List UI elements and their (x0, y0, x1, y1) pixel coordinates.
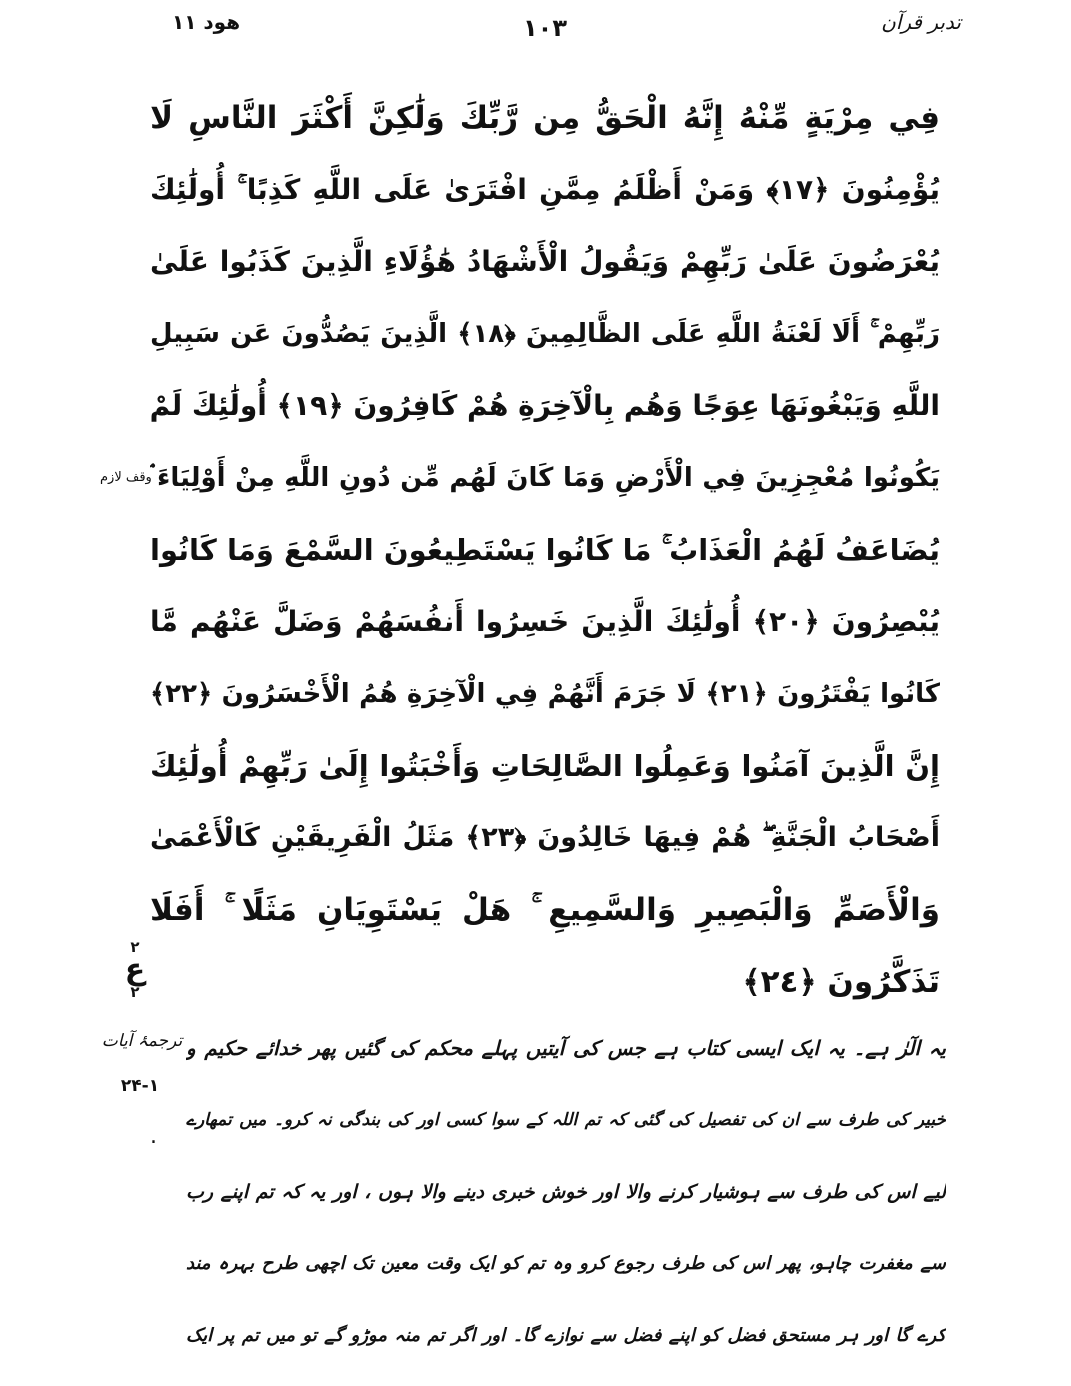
translation-line: سے مغفرت چاہو، پھر اس کی طرف رجوع کرو وہ تم کو ایک وقت معین تک اچھی طرح بہرہ مند (186, 1253, 946, 1274)
verse-line: أَصْحَابُ الْجَنَّةِ ۖ هُمْ فِيهَا خَالِدُونَ ﴿٢٣﴾ مَثَلُ الْفَرِيقَيْنِ كَالْأَعْمَىٰ (150, 822, 940, 853)
verse-line: اللَّهِ وَيَبْغُونَهَا عِوَجًا وَهُم بِالْآخِرَةِ هُمْ كَافِرُونَ ﴿١٩﴾ أُولَٰئِكَ لَمْ (150, 389, 940, 422)
verse-line: إِنَّ الَّذِينَ آمَنُوا وَعَمِلُوا الصَّالِحَاتِ وَأَخْبَتُوا إِلَىٰ رَبِّهِمْ أُولَٰئِكَ (150, 749, 940, 783)
verse-line: تَذَكَّرُونَ ﴿٢٤﴾ (742, 964, 940, 1000)
margin-dot: . (150, 1124, 157, 1149)
translation-line: کرے گا اور ہر مستحق فضل کو اپنے فضل سے نوازے گا۔ اور اگر تم منہ موڑو گے تو میں تم پر ایک (186, 1325, 946, 1346)
translation-line: خبیر کی طرف سے ان کی تفصیل کی گئی کہ تم اللہ کے سوا کسی اور کی بندگی نہ کرو۔ میں تمھارے (186, 1110, 946, 1130)
book-title: تدبر قرآن (881, 10, 961, 34)
verse-line: فِي مِرْيَةٍ مِّنْهُ إِنَّهُ الْحَقُّ مِن رَّبِّكَ وَلَٰكِنَّ أَكْثَرَ النَّاسِ لَا (150, 100, 940, 136)
page-number: ۱۰۳ (523, 14, 567, 42)
ruku-symbol: ع (124, 952, 146, 987)
arabic-verses (150, 82, 940, 1018)
translation-label: ترجمۂ آیات (101, 1031, 183, 1051)
waqf-margin-note: وقف لازم (100, 470, 152, 485)
ruku-marker (112, 940, 158, 1016)
surah-label: هود ۱۱ (172, 10, 241, 34)
verse-line: كَانُوا يَفْتَرُونَ ﴿٢١﴾ لَا جَرَمَ أَنَّهُمْ فِي الْآخِرَةِ هُمُ الْأَخْسَرُونَ ﴿٢٢﴾ (150, 679, 940, 709)
verse-line: يَكُونُوا مُعْجِزِينَ فِي الْأَرْضِ وَمَا كَانَ لَهُم مِّن دُونِ اللَّهِ مِنْ أَوْلِيَاءَ ۘ (150, 463, 940, 493)
verse-line: يُبْصِرُونَ ﴿٢٠﴾ أُولَٰئِكَ الَّذِينَ خَسِرُوا أَنفُسَهُمْ وَضَلَّ عَنْهُم مَّا (150, 605, 940, 638)
verse-line: يُؤْمِنُونَ ﴿١٧﴾ وَمَنْ أَظْلَمُ مِمَّنِ افْتَرَىٰ عَلَى اللَّهِ كَذِبًا ۚ أُولَٰئِكَ (150, 173, 940, 206)
translation-line: لیے اس کی طرف سے ہوشیار کرنے والا اور خوش خبری دینے والا ہوں ، اور یہ کہ تم اپنے رب (186, 1181, 946, 1203)
verse-line: يُعْرَضُونَ عَلَىٰ رَبِّهِمْ وَيَقُولُ الْأَشْهَادُ هَٰؤُلَاءِ الَّذِينَ كَذَبُوا عَلَىٰ (150, 245, 940, 278)
translation-line: یہ الٓرٰ ہے۔ یہ ایک ایسی کتاب ہے جس کی آیتیں پہلے محکم کی گئیں پھر خدائے حکیم و (186, 1036, 946, 1060)
urdu-translation (186, 1024, 946, 1384)
verse-line: رَبِّهِمْ ۚ أَلَا لَعْنَةُ اللَّهِ عَلَى الظَّالِمِينَ ﴿١٨﴾ الَّذِينَ يَصُدُّونَ عَن سَبِيلِ (150, 319, 940, 349)
verse-line: يُضَاعَفُ لَهُمُ الْعَذَابُ ۚ مَا كَانُوا يَسْتَطِيعُونَ السَّمْعَ وَمَا كَانُوا (150, 533, 940, 567)
page-header (0, 6, 1071, 46)
verse-line: وَالْأَصَمِّ وَالْبَصِيرِ وَالسَّمِيعِ ۚ هَلْ يَسْتَوِيَانِ مَثَلًا ۚ أَفَلَا (150, 892, 940, 928)
ruku-number-bottom: ۲ (130, 983, 140, 1001)
ruku-number-top: ۲ (130, 938, 140, 956)
translation-range: ۲۴-۱ (120, 1076, 160, 1096)
